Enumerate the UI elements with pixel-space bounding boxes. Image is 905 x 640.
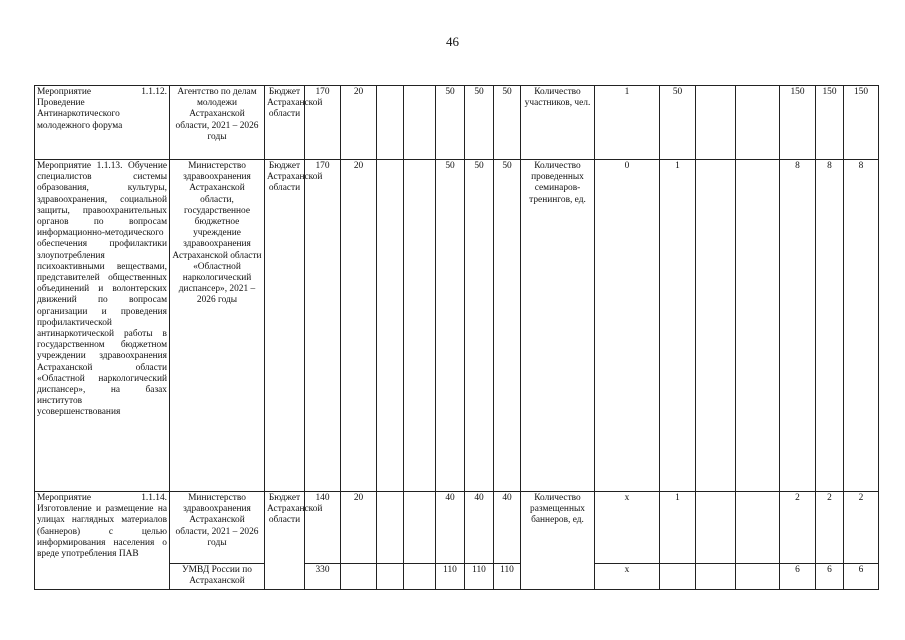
indicator-value-cell: 0 — [595, 160, 660, 492]
total-cell: 170 — [305, 160, 341, 492]
year-2023-cell — [404, 564, 436, 590]
indicator-value-cell: 1 — [595, 86, 660, 160]
indicator-value-cell: 8 — [844, 160, 879, 492]
table-row — [35, 492, 879, 564]
indicator-value-cell: 6 — [816, 564, 844, 590]
year-2025-cell: 50 — [465, 86, 494, 160]
table-row — [35, 86, 879, 160]
funding-source-cell: Бюджет Астраханской области — [265, 86, 305, 160]
indicator-value-cell — [736, 86, 780, 160]
indicator-value-cell: 8 — [816, 160, 844, 492]
indicator-value-cell: 2 — [844, 492, 879, 564]
indicator-value-cell: 150 — [844, 86, 879, 160]
year-2023-cell — [404, 492, 436, 564]
indicator-value-cell: 6 — [844, 564, 879, 590]
year-2026-cell: 50 — [494, 160, 521, 492]
funding-source-cell: Бюджет Астраханской области — [265, 492, 305, 590]
executor-cell: Агентство по делам молодежи Астраханской области, 2021 – 2026 годы — [170, 86, 265, 160]
indicator-value-cell: 1 — [660, 492, 696, 564]
indicator-value-cell — [736, 160, 780, 492]
program-events-table — [34, 85, 879, 590]
indicator-value-cell — [696, 86, 736, 160]
indicator-value-cell: 2 — [816, 492, 844, 564]
year-2026-cell: 50 — [494, 86, 521, 160]
event-cell: Мероприятие 1.1.13. Обучение специалистов системы образования, культуры, здравоохранения, социальной защиты, правоохранительных органов по вопросам информационно-методического обеспечения профилактики злоупотребления психоактивными веществами, представителей общественных объединений и волонтерских движений по вопросам организации и проведения профилактической антинаркотической работы в государственном бюджетном учреждении здравоохранения Астраханской области «Областной наркологический диспансер», на базах институтов усовершенствования — [35, 160, 170, 492]
year-2021-cell: 20 — [341, 492, 377, 564]
year-2023-cell — [404, 160, 436, 492]
total-cell: 140 — [305, 492, 341, 564]
year-2025-cell: 110 — [465, 564, 494, 590]
funding-source-cell: Бюджет Астраханской области — [265, 160, 305, 492]
year-2024-cell: 50 — [436, 86, 465, 160]
year-2022-cell — [377, 564, 404, 590]
executor-cell: Министерство здравоохранения Астраханской области, государственное бюджетное учреждение здравоохранения Астраханской области «Областной наркологический диспансер», 2021 – 2026 годы — [170, 160, 265, 492]
year-2022-cell — [377, 160, 404, 492]
year-2024-cell: 110 — [436, 564, 465, 590]
year-2024-cell: 50 — [436, 160, 465, 492]
event-cell: Мероприятие 1.1.12. Проведение Антинаркотического молодежного форума — [35, 86, 170, 160]
year-2023-cell — [404, 86, 436, 160]
year-2025-cell: 50 — [465, 160, 494, 492]
indicator-value-cell — [660, 564, 696, 590]
total-cell: 330 — [305, 564, 341, 590]
indicator-value-cell: 150 — [816, 86, 844, 160]
indicator-value-cell: х — [595, 492, 660, 564]
indicator-value-cell: 2 — [780, 492, 816, 564]
table-row — [35, 160, 879, 492]
indicator-value-cell — [696, 564, 736, 590]
executor-cell: Министерство здравоохранения Астраханской области, 2021 – 2026 годы — [170, 492, 265, 564]
indicator-value-cell — [696, 492, 736, 564]
year-2022-cell — [377, 492, 404, 564]
indicator-value-cell: 1 — [660, 160, 696, 492]
indicator-value-cell — [736, 564, 780, 590]
indicator-cell: Количество размещенных баннеров, ед. — [521, 492, 595, 590]
indicator-value-cell — [696, 160, 736, 492]
page-number: 46 — [446, 34, 459, 49]
total-cell: 170 — [305, 86, 341, 160]
year-2025-cell: 40 — [465, 492, 494, 564]
indicator-value-cell: 8 — [780, 160, 816, 492]
year-2021-cell: 20 — [341, 86, 377, 160]
year-2026-cell: 110 — [494, 564, 521, 590]
indicator-value-cell: 6 — [780, 564, 816, 590]
executor-cell: УМВД России по Астраханской — [170, 564, 265, 590]
indicator-value-cell: 150 — [780, 86, 816, 160]
indicator-cell: Количество участников, чел. — [521, 86, 595, 160]
year-2026-cell: 40 — [494, 492, 521, 564]
year-2024-cell: 40 — [436, 492, 465, 564]
year-2021-cell — [341, 564, 377, 590]
indicator-value-cell: х — [595, 564, 660, 590]
indicator-cell: Количество проведенных семинаров-тренингов, ед. — [521, 160, 595, 492]
year-2021-cell: 20 — [341, 160, 377, 492]
indicator-value-cell — [736, 492, 780, 564]
event-cell: Мероприятие 1.1.14. Изготовление и размещение на улицах наглядных материалов (баннеров) с целью информирования населения о вреде употребления ПАВ — [35, 492, 170, 590]
year-2022-cell — [377, 86, 404, 160]
indicator-value-cell: 50 — [660, 86, 696, 160]
